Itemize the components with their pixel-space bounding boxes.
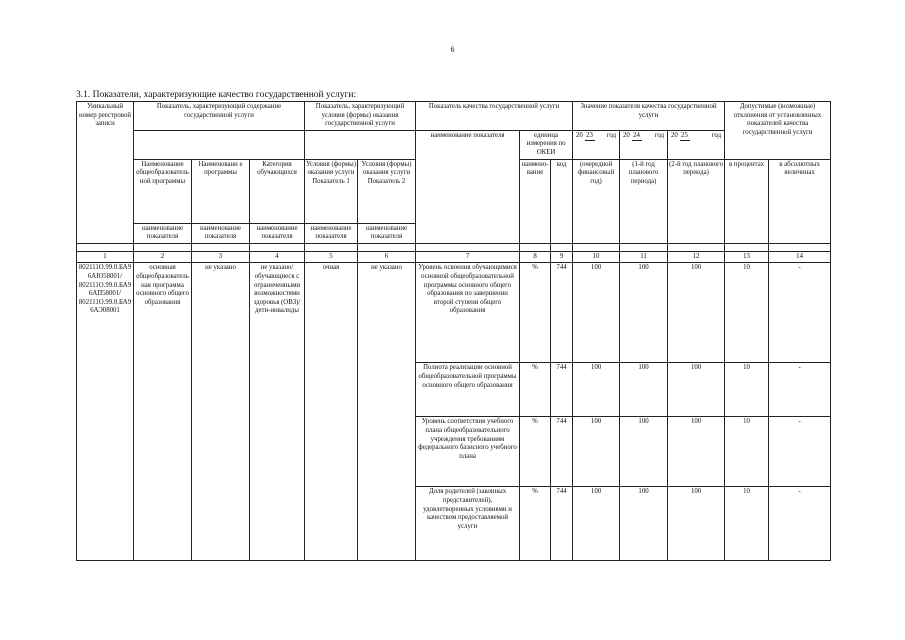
header-year3-note: (2-й год планового периода)	[668, 159, 725, 243]
column-number: 4	[250, 251, 305, 263]
cond2-value: не указано	[358, 263, 416, 561]
header-conditions-indicator: Показатель, характеризующий условия (формы) оказания государственной услуги	[305, 102, 416, 131]
header-content-blank	[134, 130, 305, 159]
value-2023: 100	[573, 487, 620, 561]
header-cond1: Условия (формы) оказания услуги Показатель 1	[305, 159, 358, 223]
year-word: год	[606, 131, 617, 139]
header-quality-value: Значение показателя качества государственной услуги	[573, 102, 725, 131]
spacer-cell	[725, 243, 769, 251]
spacer-cell	[358, 243, 416, 251]
column-number: 10	[573, 251, 620, 263]
unit-name: %	[520, 487, 551, 561]
column-number: 3	[192, 251, 250, 263]
spacer-cell	[134, 243, 192, 251]
value-2024: 100	[620, 417, 668, 487]
header-year2-note: (1-й год планового периода)	[620, 159, 668, 243]
spacer-cell	[551, 243, 573, 251]
column-number: 13	[725, 251, 769, 263]
deviation-percent: 10	[725, 363, 769, 417]
spacer-cell	[620, 243, 668, 251]
column-number: 8	[520, 251, 551, 263]
cond1-value: очная	[305, 263, 358, 561]
unit-name: %	[520, 263, 551, 363]
deviation-percent: 10	[725, 263, 769, 363]
sub-label: наименование показателя	[134, 223, 192, 243]
header-conditions-blank	[305, 130, 416, 159]
indicator-name: Уровень освоения обучающимися основной общеобразовательной программы основного общего образования по завершении второй ступени общего образования	[416, 263, 520, 363]
column-number: 14	[769, 251, 831, 263]
header-unit-code: код	[551, 159, 573, 243]
value-2023: 100	[573, 263, 620, 363]
spacer-cell	[769, 243, 831, 251]
unit-name: %	[520, 363, 551, 417]
spacer-cell	[305, 243, 358, 251]
value-2025: 100	[668, 363, 725, 417]
year-prefix: 20	[576, 131, 583, 139]
indicator-name: Полнота реализации основной общеобразовательной программы основного общего образования	[416, 363, 520, 417]
indicator-name: Уровень соответствия учебного плана общеобразовательного учреждения требованиям федерального базисного учебного плана	[416, 417, 520, 487]
header-unit-name: наимено-вание	[520, 159, 551, 243]
value-2023: 100	[573, 363, 620, 417]
deviation-percent: 10	[725, 417, 769, 487]
header-content-indicator: Показатель, характеризующий содержание государственной услуги	[134, 102, 305, 131]
sub-label: наименование показателя	[358, 223, 416, 243]
unit-code: 744	[551, 363, 573, 417]
column-number: 11	[620, 251, 668, 263]
deviation-absolute: -	[769, 487, 831, 561]
column-number: 1	[77, 251, 134, 263]
header-indicator-name: наименование показателя	[416, 130, 520, 243]
column-number: 5	[305, 251, 358, 263]
sub-label: наименование показателя	[250, 223, 305, 243]
header-year-2024	[620, 130, 668, 159]
section-title: 3.1. Показатели, характеризующие качество государственной услуги:	[76, 90, 357, 100]
header-year-2023	[573, 130, 620, 159]
year-prefix: 20	[623, 131, 630, 139]
header-deviations: Допустимые (возможные) отклонения от установленных показателей качества государственной услуги	[725, 102, 831, 160]
registry-number: 802111О.99.0.БА96АЮ58001/ 802111О.99.0.БА96АП58001/ 802111О.99.0.БА96АЭ08001	[77, 263, 134, 561]
year-word: год	[654, 131, 665, 139]
header-category: Категория обучающихся	[250, 159, 305, 223]
year-suffix: 23	[585, 132, 595, 142]
header-in-percent: в процентах	[725, 159, 769, 243]
year-prefix: 20	[671, 131, 678, 139]
program-name: основная общеобразовательная программа основного общего образования	[134, 263, 192, 561]
column-number: 6	[358, 251, 416, 263]
deviation-absolute: -	[769, 363, 831, 417]
unit-code: 744	[551, 263, 573, 363]
value-2025: 100	[668, 263, 725, 363]
unit-code: 744	[551, 487, 573, 561]
unit-code: 744	[551, 417, 573, 487]
value-2025: 100	[668, 417, 725, 487]
header-year-2025	[668, 130, 725, 159]
value-2023: 100	[573, 417, 620, 487]
column-number: 2	[134, 251, 192, 263]
header-in-absolute: в абсолютных величинах	[769, 159, 831, 243]
spacer-cell	[416, 243, 520, 251]
quality-indicators-table	[76, 101, 831, 561]
year-word: год	[711, 131, 722, 139]
header-year1-note: (очередной финансовый год)	[573, 159, 620, 243]
unit-name: %	[520, 417, 551, 487]
value-2025: 100	[668, 487, 725, 561]
deviation-absolute: -	[769, 263, 831, 363]
page-number: 6	[450, 45, 455, 54]
column-number-row	[77, 251, 831, 263]
header-quality-indicator: Показатель качества государственной услуги	[416, 102, 573, 131]
table-row	[77, 263, 831, 363]
year-suffix: 25	[680, 132, 690, 142]
deviation-absolute: -	[769, 417, 831, 487]
value-2024: 100	[620, 363, 668, 417]
spacer-cell	[520, 243, 551, 251]
spacer-cell	[668, 243, 725, 251]
header-cond2: Условия (формы) оказания услуги Показатель 2	[358, 159, 416, 223]
sub-label: наименование показателя	[305, 223, 358, 243]
column-number: 12	[668, 251, 725, 263]
programs-value: не указано	[192, 263, 250, 561]
year-suffix: 24	[632, 132, 642, 142]
column-number: 7	[416, 251, 520, 263]
spacer-cell	[250, 243, 305, 251]
header-unit-okei: единица измерения по ОКЕИ	[520, 130, 573, 159]
value-2024: 100	[620, 263, 668, 363]
spacer-cell	[192, 243, 250, 251]
indicator-name: Доля родителей (законных представителей), удовлетворенных условиями и качеством предоставляемой услуги	[416, 487, 520, 561]
spacer-cell	[573, 243, 620, 251]
header-unique-number: Уникальный номер реестровой записи	[77, 102, 134, 244]
deviation-percent: 10	[725, 487, 769, 561]
spacer-cell	[77, 243, 134, 251]
sub-label: наименование показателя	[192, 223, 250, 243]
value-2024: 100	[620, 487, 668, 561]
category-value: не указано/ обучающиеся с ограниченными возможностями здоровья (ОВЗ)/ дети-инвалиды	[250, 263, 305, 561]
header-program-name: Наименование общеобразовательной программы	[134, 159, 192, 223]
column-number: 9	[551, 251, 573, 263]
header-programs: Наименовани е программы	[192, 159, 250, 223]
